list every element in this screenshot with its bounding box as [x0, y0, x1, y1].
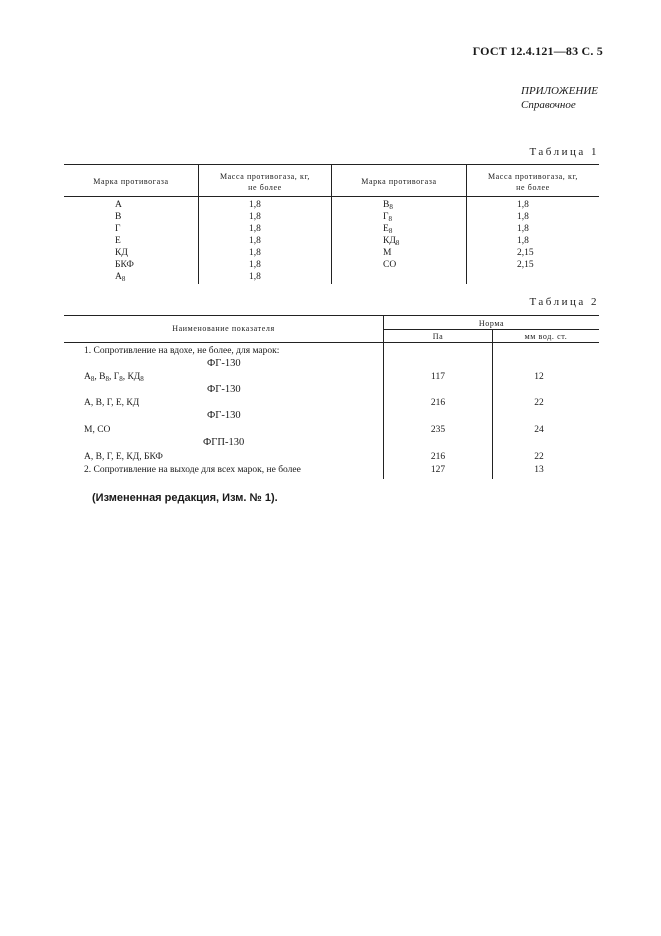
- filter-label: ФГ-130: [207, 358, 241, 369]
- table-cell: 1,8: [249, 212, 261, 222]
- table-cell: СО: [383, 260, 397, 270]
- table-cell: 216: [430, 452, 446, 462]
- table2-norm-rule: [383, 329, 599, 330]
- table-cell: $КД_8$: [383, 236, 400, 247]
- table-cell: 127: [430, 465, 446, 475]
- table-row-label: $А_8$, $В_8$, $Г_8$, $КД_8$: [84, 372, 144, 383]
- table-cell: Е: [115, 236, 121, 246]
- table1-header-brand-left: Марка противогаза: [93, 177, 169, 186]
- table1-header-mass-right: Масса противогаза, кг, не более: [487, 172, 579, 192]
- table-cell: Г: [115, 224, 121, 234]
- table-cell: $Е_8$: [383, 224, 393, 235]
- table-cell: 22: [534, 452, 544, 462]
- table-cell: 2,15: [517, 260, 534, 270]
- table-cell: 13: [534, 465, 544, 475]
- filter-label: ФГП-130: [203, 437, 245, 448]
- table1-title: Таблица 1: [529, 146, 599, 158]
- table2-header-indicator: Наименование показателя: [172, 324, 275, 333]
- table-cell: 1,8: [249, 200, 261, 210]
- table-cell: $А_8$: [115, 272, 126, 283]
- table-row-label: А, В, Г, Е, КД: [84, 398, 140, 408]
- table2-header-norm: Норма: [478, 319, 505, 328]
- table2-header-mm: мм вод. ст.: [524, 332, 568, 341]
- table2-header-pa: Па: [432, 332, 444, 341]
- appendix-subtitle: Справочное: [521, 99, 576, 111]
- table-row-label: М, СО: [84, 425, 111, 435]
- table2-title: Таблица 2: [529, 296, 599, 308]
- table-cell: М: [383, 248, 392, 258]
- table-cell: 2,15: [517, 248, 534, 258]
- table-cell: 216: [430, 398, 446, 408]
- table-cell: 22: [534, 398, 544, 408]
- table1-header-brand-right: Марка противогаза: [361, 177, 437, 186]
- table-cell: 1,8: [517, 224, 529, 234]
- table-cell: БКФ: [115, 260, 134, 270]
- table-cell: В: [115, 212, 122, 222]
- table-cell: 1,8: [249, 236, 261, 246]
- page-header: ГОСТ 12.4.121—83 С. 5: [472, 44, 603, 58]
- revision-note: (Измененная редакция, Изм. № 1).: [92, 492, 278, 504]
- table1-header-mass-left: Масса противогаза, кг, не более: [219, 172, 311, 192]
- table-cell: 117: [431, 372, 445, 382]
- table-row-label: А, В, Г, Е, КД, БКФ: [84, 452, 163, 462]
- table-cell: 1,8: [249, 272, 261, 282]
- table-cell: $В_8$: [383, 200, 393, 211]
- table-cell: 1,8: [249, 260, 261, 270]
- table-cell: 1,8: [249, 224, 261, 234]
- table2-top-rule: [64, 315, 599, 316]
- table-row-label: 1. Сопротивление на вдохе, не более, для марок:: [84, 346, 280, 356]
- table-cell: А: [115, 200, 122, 210]
- table-cell: 12: [534, 372, 544, 382]
- filter-label: ФГ-130: [207, 410, 241, 421]
- filter-label: ФГ-130: [207, 384, 241, 395]
- table-cell: 1,8: [517, 212, 529, 222]
- table-cell: КД: [115, 248, 128, 258]
- table-cell: $Г_8$: [383, 212, 392, 223]
- table-cell: 1,8: [517, 200, 529, 210]
- appendix-title: ПРИЛОЖЕНИЕ: [521, 85, 598, 97]
- table-cell: 24: [534, 425, 544, 435]
- table-cell: 235: [430, 425, 446, 435]
- table-cell: 1,8: [249, 248, 261, 258]
- table-row-label: 2. Сопротивление на выходе для всех марок, не более: [84, 465, 301, 475]
- table2-header-rule: [64, 342, 599, 343]
- appendix-label: [521, 84, 598, 112]
- table-cell: 1,8: [517, 236, 529, 246]
